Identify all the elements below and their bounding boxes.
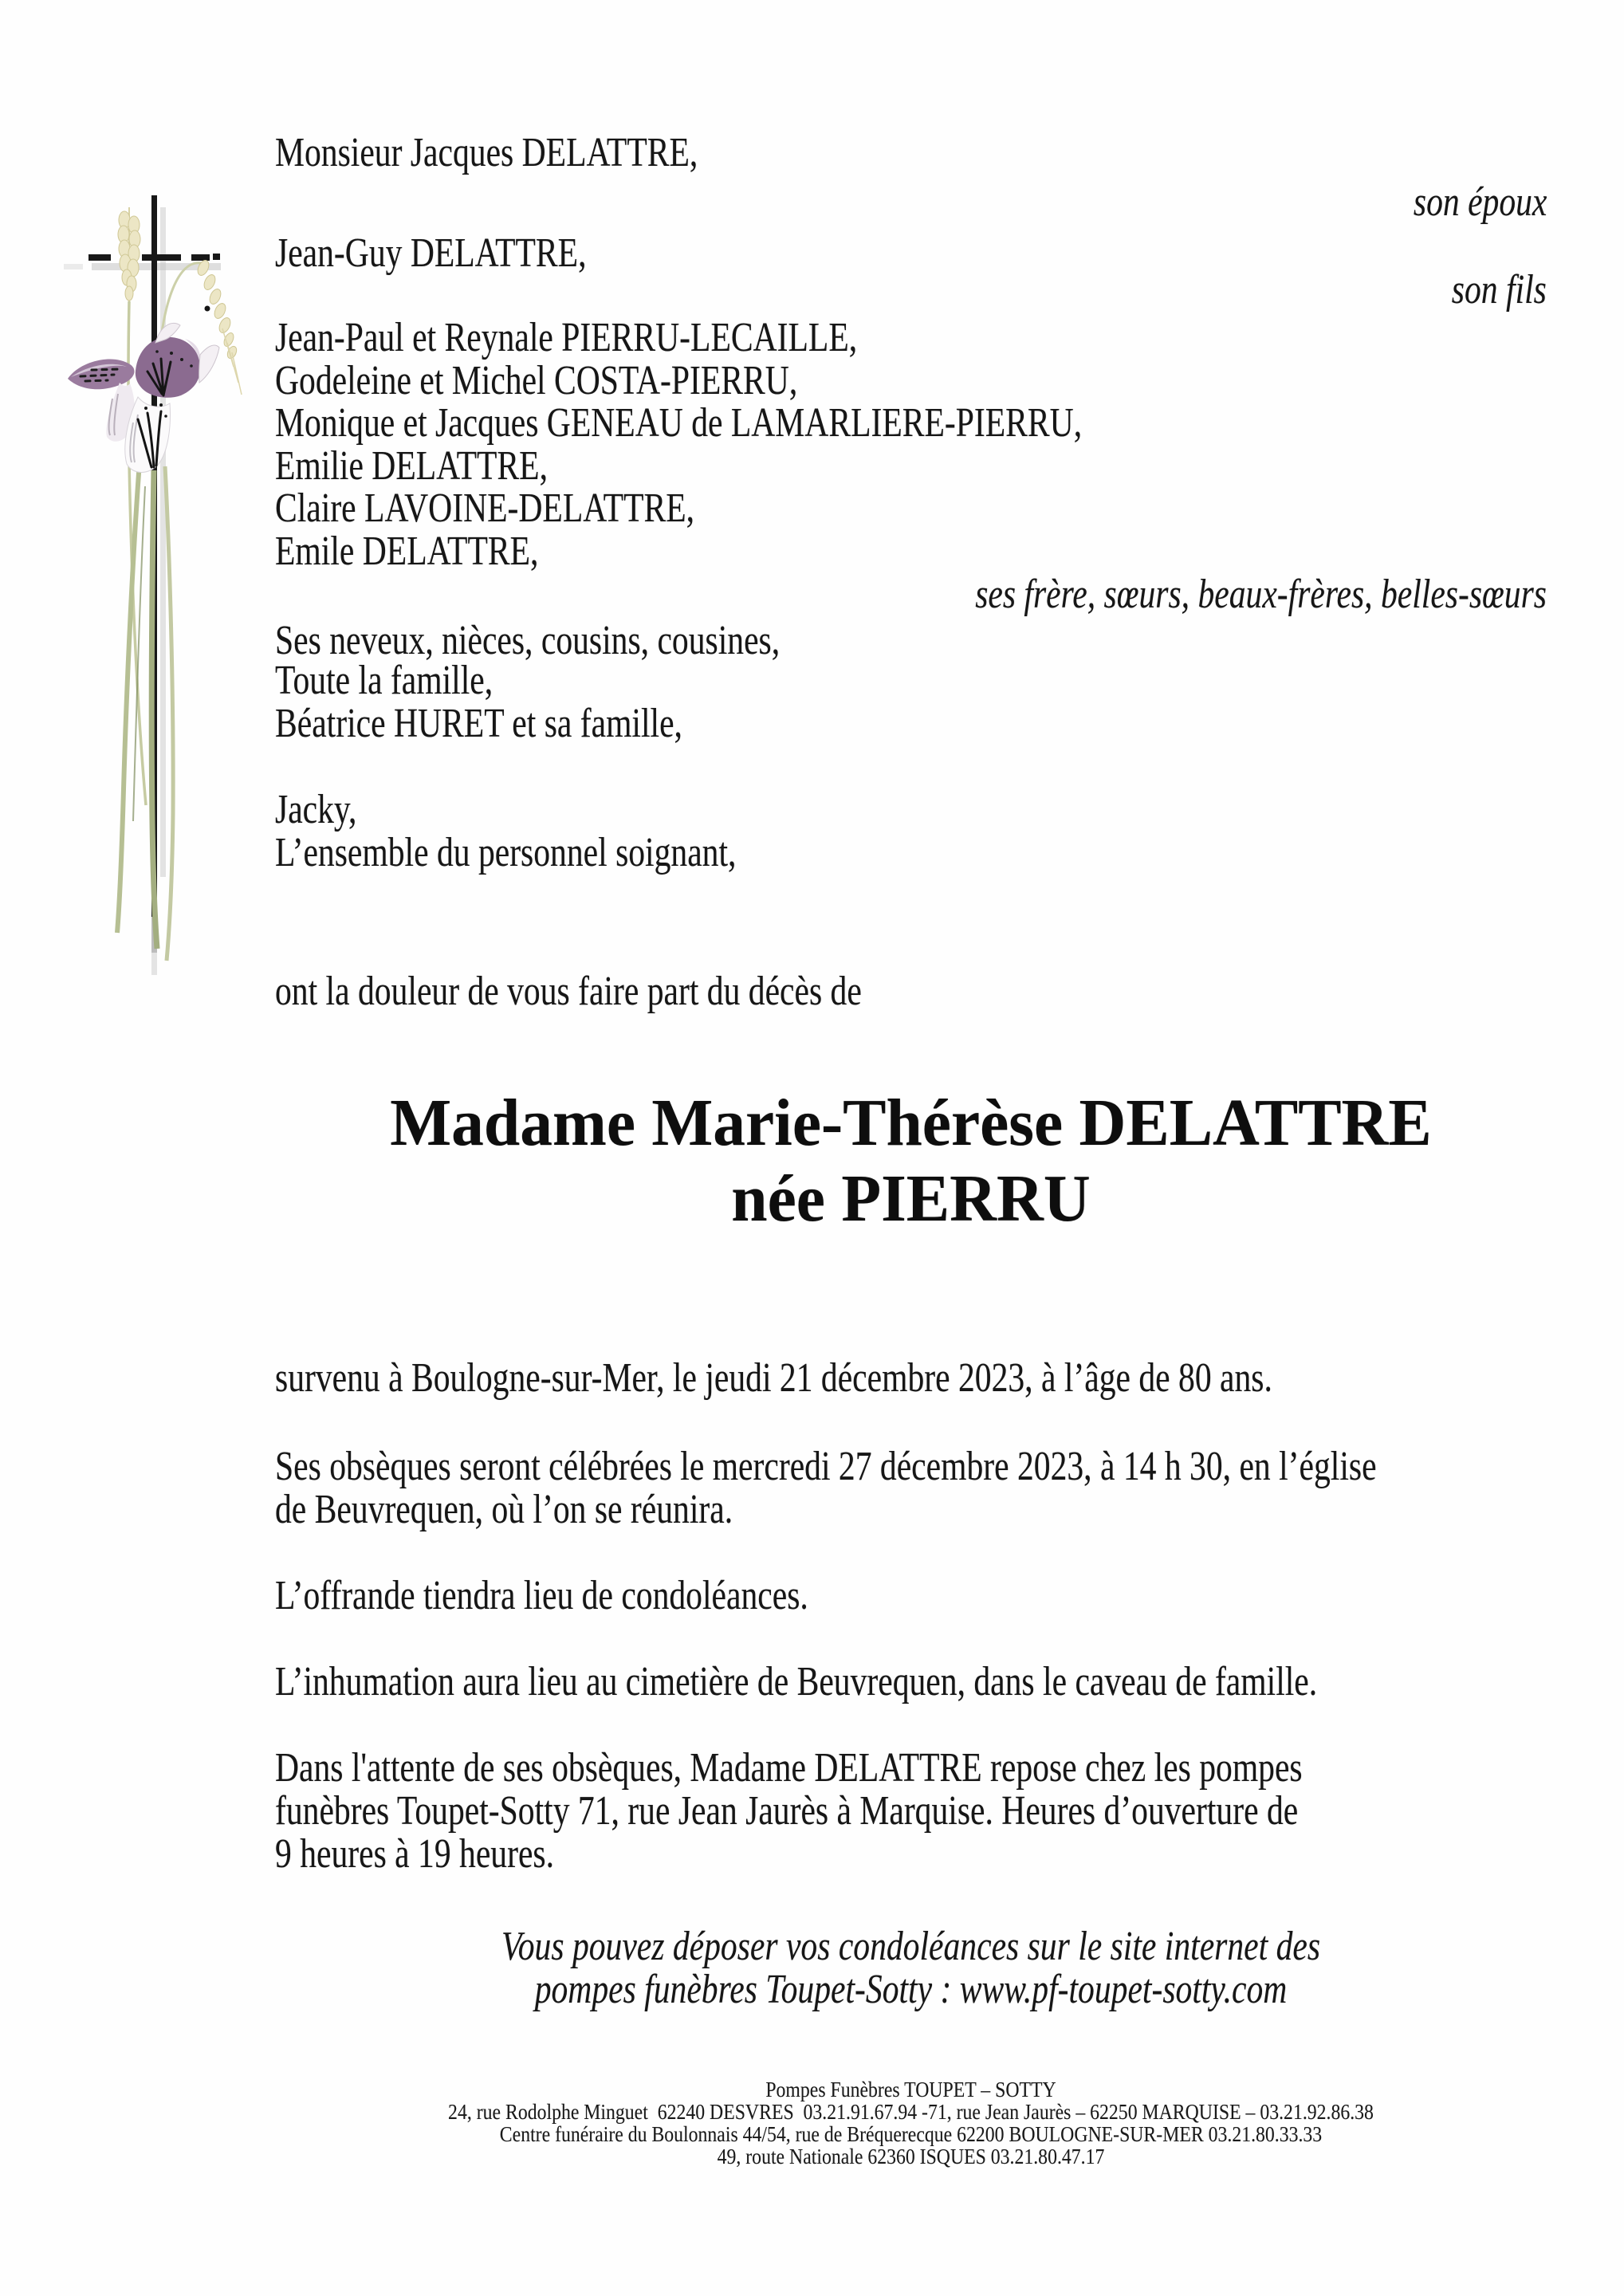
repose-line: funèbres Toupet-Sotty 71, rue Jean Jaurès à Marquise. Heures d’ouverture de [275, 1788, 1299, 1834]
calla-lily-icon [68, 324, 219, 961]
footer-address-line: 49, route Nationale 62360 ISQUES 03.21.80.47.17 [717, 2145, 1105, 2168]
repose-line: 9 heures à 19 heures. [275, 1831, 555, 1877]
announcement-text-block [275, 0, 1547, 2296]
relation-husband: son époux [1413, 179, 1547, 225]
cross-lily-artwork [44, 183, 291, 1005]
ceremony-line: Ses obsèques seront célébrées le mercredi 27 décembre 2023, à 14 h 30, en l’église [275, 1444, 1377, 1489]
mourner-sibling: Godeleine et Michel COSTA-PIERRU, [275, 358, 798, 403]
mourner-son: Jean-Guy DELATTRE, [275, 230, 587, 276]
offering-line: L’offrande tiendra lieu de condoléances. [275, 1573, 808, 1618]
ceremony-line: de Beuvrequen, où l’on se réunira. [275, 1487, 733, 1532]
deceased-maiden-name: née PIERRU [731, 1162, 1091, 1236]
relation-siblings: ses frère, sœurs, beaux-frères, belles-sœurs [975, 572, 1547, 617]
mourner-family: Ses neveux, nièces, cousins, cousines, [275, 618, 781, 663]
mourner-family: Béatrice HURET et sa famille, [275, 701, 682, 746]
footer-address-line: Centre funéraire du Boulonnais 44/54, rue de Bréquerecque 62200 BOULOGNE-SUR-MER 03.21.80.33.33 [499, 2122, 1323, 2146]
mourner-family: Toute la famille, [275, 658, 493, 703]
death-details: survenu à Boulogne-sur-Mer, le jeudi 21 décembre 2023, à l’âge de 80 ans. [275, 1355, 1272, 1401]
mourner-sibling: Monique et Jacques GENEAU de LAMARLIERE-PIERRU, [275, 400, 1083, 446]
condolences-line: Vous pouvez déposer vos condoléances sur le site internet des [501, 1924, 1321, 1969]
mourner-caregiver: Jacky, [275, 787, 357, 832]
relation-son: son fils [1451, 267, 1547, 313]
burial-line: L’inhumation aura lieu au cimetière de Beuvrequen, dans le caveau de famille. [275, 1659, 1318, 1704]
mourner-sibling: Emilie DELATTRE, [275, 443, 548, 489]
mourner-husband: Monsieur Jacques DELATTRE, [275, 130, 698, 175]
intro-line: ont la douleur de vous faire part du décès de [275, 969, 862, 1014]
memorial-cross-icon [64, 195, 221, 975]
footer-company-name: Pompes Funèbres TOUPET – SOTTY [765, 2078, 1056, 2101]
repose-line: Dans l'attente de ses obsèques, Madame DELATTRE repose chez les pompes [275, 1745, 1303, 1791]
footer-address-line: 24, rue Rodolphe Minguet 62240 DESVRES 03.21.91.67.94 -71, rue Jean Jaurès – 62250 MARQUISE – 03.21.92.86.38 [448, 2100, 1374, 2124]
condolences-website-line: pompes funèbres Toupet-Sotty : www.pf-toupet-sotty.com [534, 1967, 1288, 2012]
mourner-sibling: Claire LAVOINE-DELATTRE, [275, 486, 695, 531]
deceased-name: Madame Marie-Thérèse DELATTRE [390, 1086, 1432, 1160]
mourner-sibling: Emile DELATTRE, [275, 529, 539, 574]
mourner-caregiver: L’ensemble du personnel soignant, [275, 830, 737, 875]
mourner-sibling: Jean-Paul et Reynale PIERRU-LECAILLE, [275, 315, 858, 360]
